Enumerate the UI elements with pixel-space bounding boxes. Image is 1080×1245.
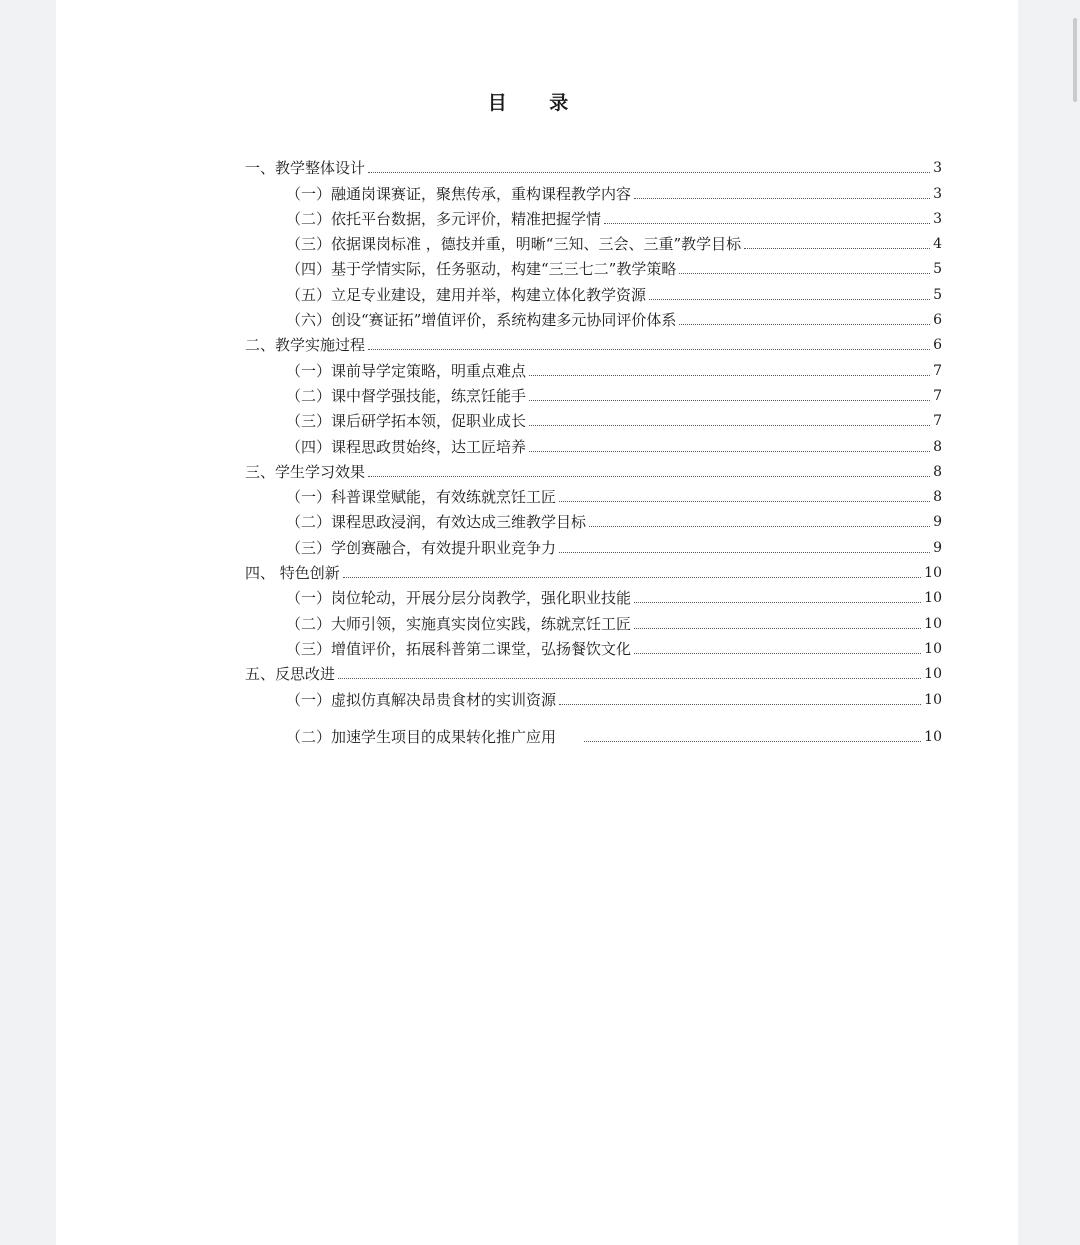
toc-subsection-entry[interactable]	[245, 355, 942, 380]
toc-subsection-entry[interactable]	[245, 722, 942, 747]
toc-dot-leader	[559, 501, 930, 502]
toc-page-number: 10	[924, 728, 942, 745]
toc-entry-text: （三）课后研学拓本领，促职业成长	[286, 412, 527, 431]
toc-subsection-entry[interactable]	[245, 406, 942, 431]
toc-entry-text: （二）加速学生项目的成果转化推广应用	[286, 727, 557, 746]
toc-dot-leader	[559, 704, 921, 705]
toc-dot-leader	[589, 526, 930, 527]
toc-page-number: 10	[924, 590, 942, 607]
toc-subsection-entry[interactable]	[245, 532, 942, 557]
toc-page-number: 10	[924, 666, 942, 683]
toc-page-number: 8	[933, 489, 942, 506]
toc-page-number: 10	[924, 615, 942, 632]
toc-page-number: 7	[933, 413, 942, 430]
toc-page-number: 10	[924, 691, 942, 708]
toc-page-number: 10	[924, 640, 942, 657]
toc-page-number: 3	[933, 185, 942, 202]
toc-page-number: 7	[933, 362, 942, 379]
toc-section-entry[interactable]	[245, 558, 942, 583]
toc-section-entry[interactable]	[245, 457, 942, 482]
toc-dot-leader	[529, 425, 930, 426]
table-of-contents	[245, 153, 942, 747]
scrollbar-thumb[interactable]	[1073, 18, 1077, 102]
toc-subsection-entry[interactable]	[245, 279, 942, 304]
toc-dot-leader	[529, 451, 930, 452]
toc-section-entry[interactable]	[245, 153, 942, 178]
toc-entry-text: （二）依托平台数据，多元评价，精准把握学情	[286, 209, 602, 228]
toc-entry-text: （一）课前导学定策略，明重点难点	[286, 361, 527, 380]
toc-dot-leader	[679, 324, 930, 325]
toc-entry-text: 一、教学整体设计	[245, 159, 366, 178]
toc-page-number: 7	[933, 387, 942, 404]
toc-subsection-entry[interactable]	[245, 431, 942, 456]
scrollbar[interactable]	[1070, 0, 1080, 1245]
toc-dot-leader	[368, 172, 930, 173]
toc-page-number: 3	[933, 160, 942, 177]
toc-dot-leader	[634, 653, 921, 654]
toc-subsection-entry[interactable]	[245, 229, 942, 254]
toc-title: 目 录	[487, 92, 587, 114]
toc-subsection-entry[interactable]	[245, 583, 942, 608]
toc-entry-text: （六）创设“赛证拓”增值评价，系统构建多元协同评价体系	[286, 311, 677, 330]
toc-dot-leader	[634, 198, 930, 199]
toc-subsection-entry[interactable]	[245, 305, 942, 330]
toc-dot-leader	[368, 349, 930, 350]
toc-subsection-entry[interactable]	[245, 381, 942, 406]
toc-page-number: 3	[933, 210, 942, 227]
toc-entry-text: 三、学生学习效果	[245, 462, 366, 481]
toc-entry-text: （一）融通岗课赛证，聚焦传承，重构课程教学内容	[286, 184, 632, 203]
toc-entry-text: 五、反思改进	[245, 665, 336, 684]
toc-dot-leader	[634, 628, 921, 629]
toc-entry-text: （一）科普课堂赋能，有效练就烹饪工匠	[286, 488, 557, 507]
toc-subsection-entry[interactable]	[245, 178, 942, 203]
toc-dot-leader	[343, 577, 921, 578]
toc-dot-leader	[634, 602, 921, 603]
toc-entry-text: （三）学创赛融合，有效提升职业竞争力	[286, 538, 557, 557]
toc-entry-text: （四）课程思政贯始终，达工匠培养	[286, 437, 527, 456]
toc-dot-leader	[649, 299, 930, 300]
toc-page-number: 4	[933, 236, 942, 253]
toc-section-entry[interactable]	[245, 659, 942, 684]
toc-dot-leader	[529, 375, 930, 376]
toc-entry-text: （三）依据课岗标准 ，德技并重，明晰“三知、三会、三重”教学目标	[286, 235, 742, 254]
toc-entry-text: （二）大师引领，实施真实岗位实践，练就烹饪工匠	[286, 614, 632, 633]
toc-entry-text: （五）立足专业建设，建用并举，构建立体化教学资源	[286, 285, 647, 304]
toc-subsection-entry[interactable]	[245, 204, 942, 229]
toc-page-number: 8	[933, 463, 942, 480]
toc-page-number: 5	[933, 286, 942, 303]
toc-subsection-entry[interactable]	[245, 684, 942, 709]
toc-page-number: 10	[924, 565, 942, 582]
toc-subsection-entry[interactable]	[245, 634, 942, 659]
toc-page-number: 9	[933, 539, 942, 556]
toc-section-entry[interactable]	[245, 330, 942, 355]
document-page	[56, 0, 1018, 1245]
toc-entry-text: （一）虚拟仿真解决昂贵食材的实训资源	[286, 690, 557, 709]
toc-page-number: 9	[933, 514, 942, 531]
toc-page-number: 8	[933, 438, 942, 455]
toc-dot-leader	[368, 476, 930, 477]
toc-subsection-entry[interactable]	[245, 608, 942, 633]
toc-subsection-entry[interactable]	[245, 507, 942, 532]
toc-entry-text: （三）增值评价，拓展科普第二课堂，弘扬餐饮文化	[286, 639, 632, 658]
toc-entry-text: （二）课中督学强技能，练烹饪能手	[286, 386, 527, 405]
toc-entry-text: 二、教学实施过程	[245, 336, 366, 355]
toc-entry-text: （一）岗位轮动，开展分层分岗教学，强化职业技能	[286, 589, 632, 608]
toc-entry-text: （四）基于学情实际，任务驱动，构建“三三七二”教学策略	[286, 260, 677, 279]
toc-page-number: 5	[933, 261, 942, 278]
toc-dot-leader	[559, 552, 930, 553]
toc-subsection-entry[interactable]	[245, 482, 942, 507]
toc-entry-text: （二）课程思政浸润，有效达成三维教学目标	[286, 513, 587, 532]
toc-dot-leader	[584, 741, 921, 742]
toc-entry-text: 四、 特色创新	[245, 564, 340, 583]
toc-page-number: 6	[933, 312, 942, 329]
toc-subsection-entry[interactable]	[245, 254, 942, 279]
toc-dot-leader	[529, 400, 930, 401]
toc-page-number: 6	[933, 337, 942, 354]
toc-dot-leader	[604, 223, 930, 224]
toc-dot-leader	[744, 248, 930, 249]
toc-dot-leader	[679, 273, 930, 274]
toc-dot-leader	[338, 678, 921, 679]
